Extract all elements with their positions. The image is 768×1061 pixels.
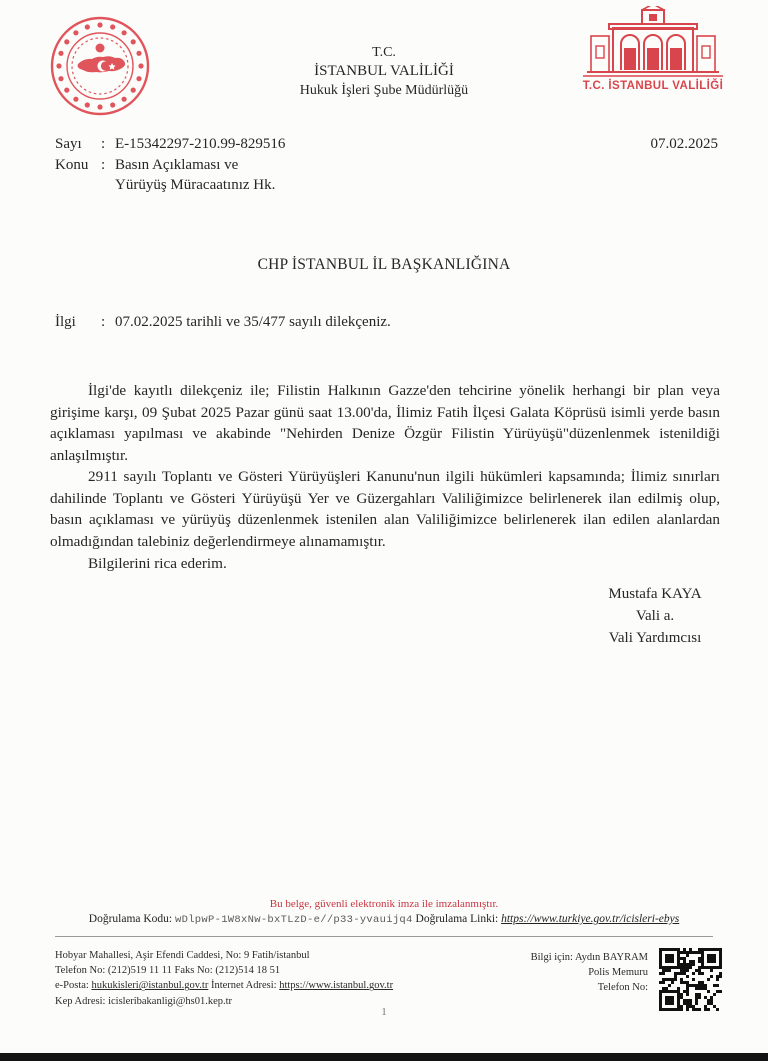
footer-info-contact: Bilgi için: Aydın BAYRAM [530, 952, 648, 963]
konu-value-line2: Yürüyüş Müracaatınız Hk. [115, 177, 276, 194]
esign-notice: Bu belge, güvenli elektronik imza ile imzalanmıştır. [269, 898, 499, 910]
building-icon [579, 6, 727, 78]
signer-title-1: Vali a. [635, 607, 675, 624]
footer-contact-block [55, 948, 393, 1009]
footer-email-link[interactable]: hukukisleri@istanbul.gov.tr [91, 980, 209, 992]
recipient-line: CHP İSTANBUL İL BAŞKANLIĞINA [257, 256, 511, 273]
footer-info-block [531, 950, 648, 996]
konu-label: Konu [55, 156, 89, 173]
ministry-seal-icon [46, 12, 154, 120]
letter-body [50, 380, 720, 574]
verification-line [0, 913, 768, 926]
footer-email-line: e-Posta: hukukisleri@istanbul.gov.tr İnternet Adresi: https://www.istanbul.gov.tr [55, 980, 394, 992]
page-number: 1 [381, 1006, 387, 1018]
governorship-logo-caption: T.C. İSTANBUL VALİLİĞİ [582, 80, 724, 92]
verification-code-label: Doğrulama Kodu: [88, 913, 173, 925]
footer-website-link[interactable]: https://www.istanbul.gov.tr [279, 980, 394, 992]
footer-kep: Kep Adresi: icisleribakanligi@hs01.kep.tr [55, 995, 233, 1007]
signer-title-2: Vali Yardımcısı [608, 629, 702, 646]
document-date: 07.02.2025 [650, 136, 718, 152]
verification-code: wDlpwP-1W8xNw-bxTLzD-e//p33-yvauijq4 [175, 914, 413, 926]
footer-divider [55, 936, 713, 937]
sayi-label: Sayı [55, 136, 82, 152]
verification-link[interactable]: https://www.turkiye.gov.tr/icisleri-ebys [501, 913, 680, 925]
qr-code [659, 948, 722, 1011]
letterhead [224, 44, 544, 101]
letterhead-tc: T.C. [372, 45, 396, 60]
footer-info-phone: Telefon No: [597, 982, 648, 994]
verification-link-label: Doğrulama Linki: [415, 913, 499, 925]
signer-name: Mustafa KAYA [608, 586, 702, 602]
governorship-logo [578, 6, 728, 92]
konu-value-line1: Basın Açıklaması ve [115, 156, 239, 173]
letterhead-office: İSTANBUL VALİLİĞİ [314, 63, 454, 80]
ilgi-value: 07.02.2025 tarihli ve 35/477 sayılı dilekçeniz. [115, 314, 391, 330]
footer-info-title: Polis Memuru [588, 967, 648, 979]
footer-address: Hobyar Mahallesi, Aşir Efendi Caddesi, No: 9 Fatih/istanbul [55, 950, 310, 961]
signature-block [565, 584, 745, 649]
document-meta: Sayı : E-15342297-210.99-829516 Konu : Basın Açıklaması ve Yürüyüş Müracaatınız Hk. [55, 134, 285, 196]
reference-line: İlgi : 07.02.2025 tarihli ve 35/477 sayılı dilekçeniz. [55, 314, 391, 330]
body-paragraph-2: 2911 sayılı Toplantı ve Gösteri Yürüyüşleri Kanunu'nun ilgili hükümleri kapsamında; İlimiz sınırları dahilinde Toplantı ve Gösteri Yürüyüşü Yer ve Güzergahları Valiliğimizce belirlenerek ilan edilmiş olup, basın açıklaması ve yürüyüş düzenlenmek istenilen alan Valiliğimizce belirlenerek ilan edilen alanlardan olmadığından talebiniz değerlendirmeye alınamamıştır. [50, 468, 720, 551]
closing-line: Bilgilerini rica ederim. [88, 554, 227, 572]
letterhead-department: Hukuk İşleri Şube Müdürlüğü [299, 83, 469, 99]
sayi-value: E-15342297-210.99-829516 [115, 136, 286, 152]
footer-phone: Telefon No: (212)519 11 11 Faks No: (212)514 18 51 [55, 965, 281, 977]
scan-edge-bar [0, 1053, 768, 1061]
ilgi-label: İlgi [55, 314, 76, 330]
body-paragraph-1: İlgi'de kayıtlı dilekçeniz ile; Filistin Halkının Gazze'den tehcirine yönelik herhangi bir plan veya girişime karşı, 09 Şubat 2025 Pazar günü saat 13.00'da, İlimiz Fatih İlçesi Galata Köprüsü isimli yerde basın açıklaması yapılması ve akabinde "Nehirden Denize Özgür Filistin Yürüyüşü"düzenlenmek istenildiği anlaşılmıştır. [50, 382, 720, 464]
